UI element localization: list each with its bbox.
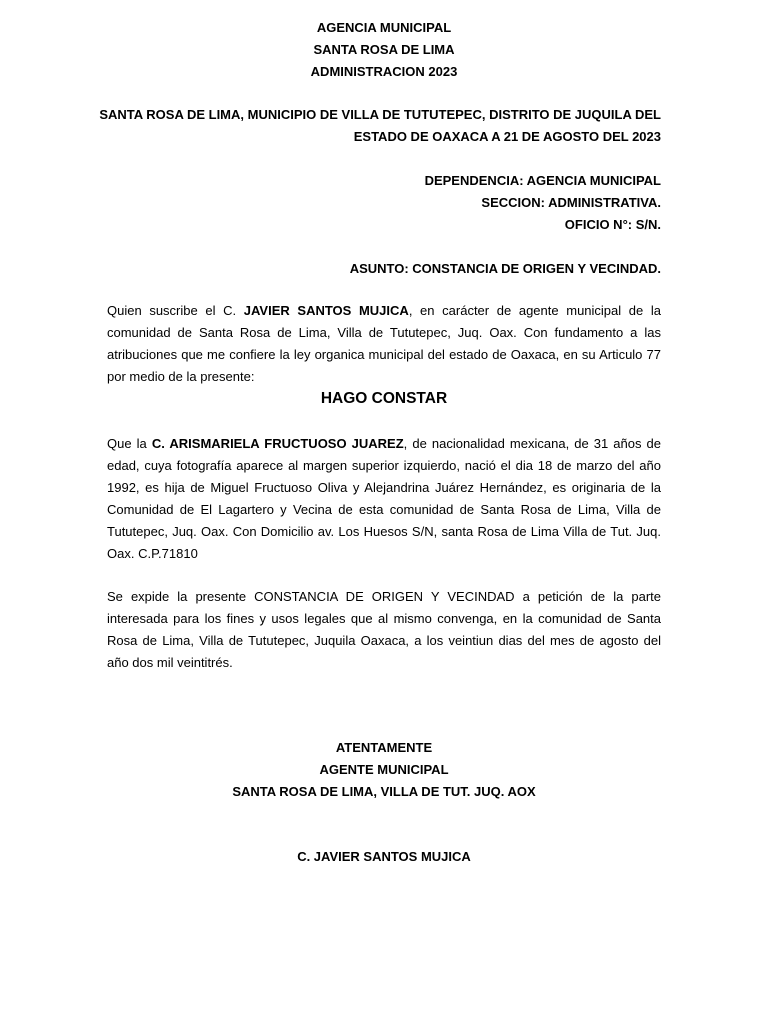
signer-name: JAVIER SANTOS MUJICA (243, 303, 409, 318)
letterhead (0, 17, 768, 83)
office-info (101, 170, 661, 236)
certified-person-name: C. ARISMARIELA FRUCTUOSO JUAREZ (151, 436, 404, 451)
signer-title: AGENTE MUNICIPAL (319, 762, 449, 777)
hago-constar-heading: HAGO CONSTAR (320, 390, 448, 407)
intro-paragraph (107, 300, 661, 388)
signer-place: SANTA ROSA DE LIMA, VILLA DE TUT. JUQ. AOX (232, 784, 536, 799)
dependencia-line: DEPENDENCIA: AGENCIA MUNICIPAL (424, 173, 661, 188)
subject-line: ASUNTO: CONSTANCIA DE ORIGEN Y VECINDAD. (349, 261, 661, 276)
body-prefix: Que la (107, 436, 152, 451)
location-date-line2: ESTADO DE OAXACA A 21 DE AGOSTO DEL 2023 (353, 129, 661, 144)
header-agency: AGENCIA MUNICIPAL (316, 20, 452, 35)
header-administration: ADMINISTRACION 2023 (310, 64, 458, 79)
closing-paragraph: Se expide la presente CONSTANCIA DE ORIGEN Y VECINDAD a petición de la parte interesada para los fines y usos legales que al mismo convenga, en la comunidad de Santa Rosa de Lima, Villa de Tututepec, Juquila Oaxaca, a los veintiun dias del mes de agosto del año dos mil veintitrés. (107, 589, 661, 670)
location-date (61, 104, 661, 148)
certification-paragraph (107, 433, 661, 565)
seccion-line: SECCION: ADMINISTRATIVA. (481, 195, 661, 210)
oficio-line: OFICIO N°: S/N. (564, 217, 661, 232)
signer-full-name: C. JAVIER SANTOS MUJICA (297, 849, 471, 864)
intro-prefix: Quien suscribe el C. (107, 303, 244, 318)
header-community: SANTA ROSA DE LIMA (313, 42, 455, 57)
location-date-line1: SANTA ROSA DE LIMA, MUNICIPIO DE VILLA DE TUTUTEPEC, DISTRITO DE JUQUILA DEL (99, 107, 661, 122)
atentamente-label: ATENTAMENTE (335, 740, 433, 755)
body-suffix: , de nacionalidad mexicana, de 31 años de edad, cuya fotografía aparece al margen superior izquierdo, nació el dia 18 de marzo del año 1992, es hija de Miguel Fructuoso Oliva y Alejandrina Juárez Hernández, es originaria de la Comunidad de El Lagartero y Vecina de esta comunidad de Santa Rosa de Lima, Villa de Tututepec, Juq. Oax. Con Domicilio av. Los Huesos S/N, santa Rosa de Lima Villa de Tut. Juq. Oax. C.P.71810 (107, 436, 662, 561)
intro-suffix: , en carácter de agente municipal de la comunidad de Santa Rosa de Lima, Villa de Tututepec, Juq. Oax. Con fundamento a las atribuciones que me confiere la ley organica municipal del estado de Oaxaca, en su Articulo 77 por medio de la presente: (107, 303, 662, 384)
signature-block (0, 737, 768, 803)
